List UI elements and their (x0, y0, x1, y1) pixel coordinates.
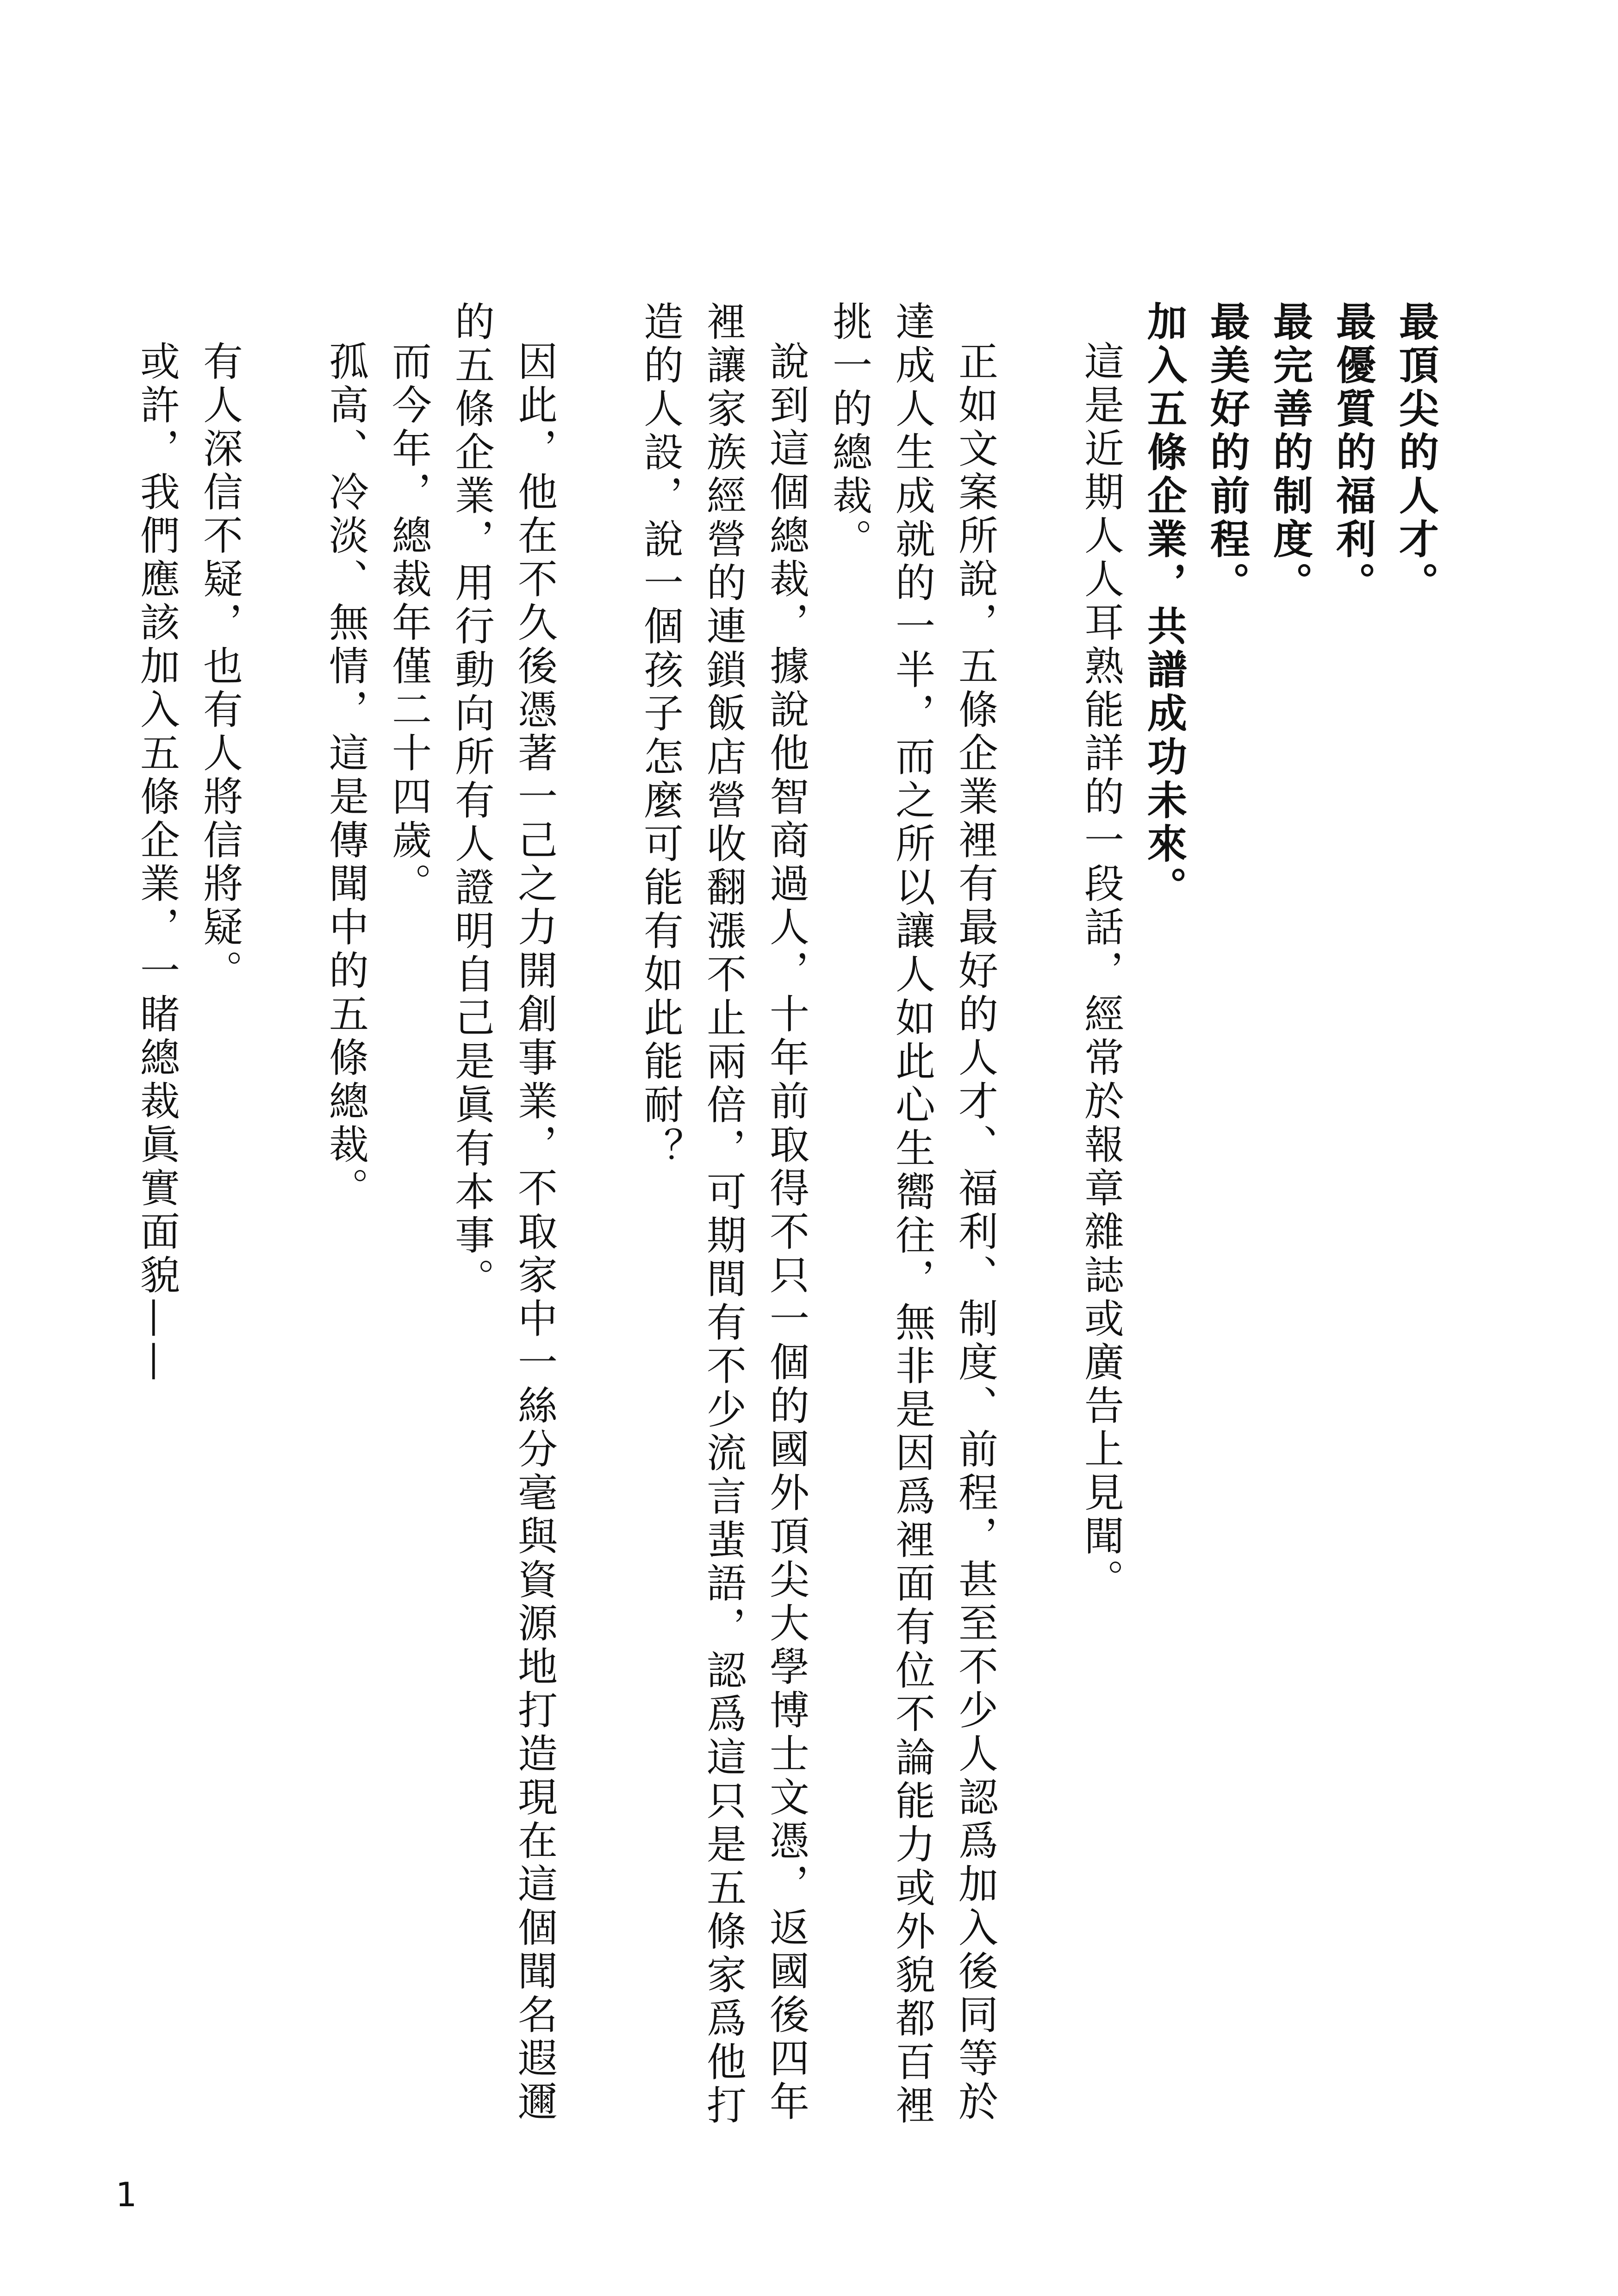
paragraph: 正如文案所說，五條企業裡有最好的人才、福利、制度、前程，甚至不少人認爲加入後同等於達成人生成就的一半，而之所以讓人如此心生嚮往，無非是因爲裡面有位不論能力或外貌都百裡挑一的總裁。 (826, 301, 998, 2128)
headline-line: 最優質的福利。 (1329, 301, 1376, 605)
paragraph: 這是近期人人耳熟能詳的一段話，經常於報章雜誌或廣告上見聞。 (1077, 341, 1124, 1602)
vertical-text-body (125, 301, 1447, 2129)
headline-line: 最完善的制度。 (1266, 301, 1313, 605)
paragraph: 因此，他在不久後憑著一己之力開創事業，不取家中一絲分毫與資源地打造現在這個聞名遐邇的五條企業，用行動向所有人證明自己是眞有本事。 (448, 301, 557, 2124)
headline-line: 加入五條企業，共譜成功未來。 (1140, 301, 1187, 910)
paragraph: 有人深信不疑，也有人將信將疑。 (196, 341, 243, 993)
paragraph: 或許，我們應該加入五條企業，一睹總裁眞實面貌—— (133, 341, 180, 1385)
page-number: 1 (116, 2175, 137, 2214)
headline-line: 最美好的前程。 (1203, 301, 1250, 605)
paragraph: 而今年，總裁年僅二十四歲。 (385, 341, 431, 906)
paragraph: 說到這個總裁，據說他智商過人，十年前取得不只一個的國外頂尖大學博士文憑，返國後四年裡讓家族經營的連鎖飯店營收翻漲不止兩倍，可期間有不少流言蜚語，認爲這只是五條家爲他打造的人設，說一個孩子怎麼可能有如此能耐？ (637, 301, 809, 2128)
paragraph: 孤高、冷淡、無情，這是傳聞中的五條總裁。 (322, 341, 368, 1211)
headline-line: 最頂尖的人才。 (1392, 301, 1439, 605)
